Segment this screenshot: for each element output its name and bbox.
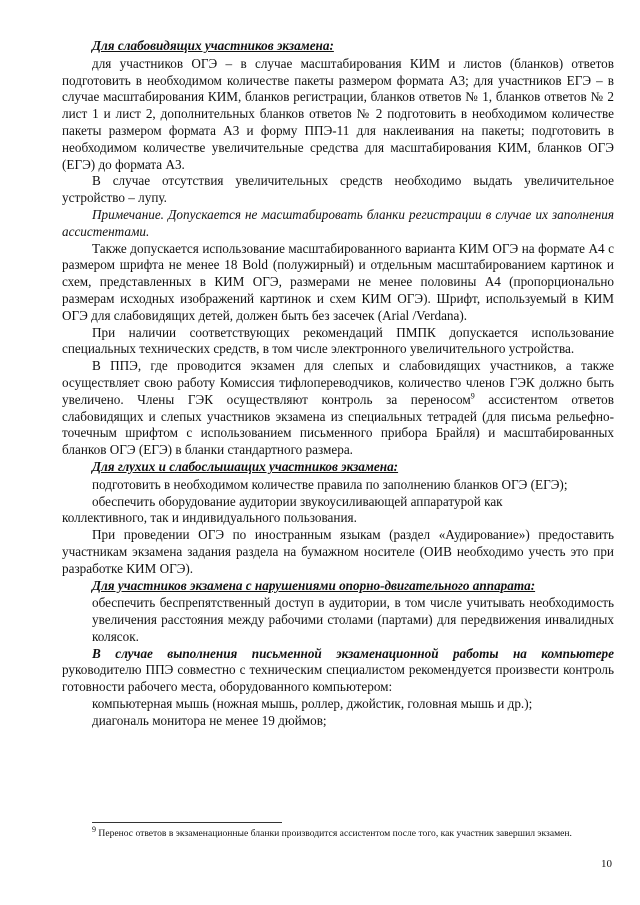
paragraph-computer [62, 646, 614, 696]
list-item-monitor: диагональ монитора не менее 19 дюймов; [92, 712, 327, 728]
paragraph-magnifier: В случае отсутствия увеличительных средств необходимо выдать увеличительное устройство – лупу. [62, 173, 614, 206]
page-number: 10 [601, 858, 612, 870]
footnote-separator [92, 822, 282, 823]
document-page [62, 38, 614, 730]
paragraph-gek-members-part2: ассистентом ответов слабовидящих и слепых участников экзамена из специальных тетрадей (для письма рельефно-точечным шрифтом с использованием письменного прибора Брайля) и масштабированных бланков ОГЭ (ЕГЭ) в бланки стандартного размера. [62, 391, 614, 458]
list-item-deaf-rules: подготовить в необходимом количестве правила по заполнению бланков ОГЭ (ЕГЭ); [92, 476, 568, 492]
paragraph-gek-members-part1: В ППЭ, где проводится экзамен для слепых и слабовидящих участников, а также осуществляет свою работу Комиссия тифлопереводчиков, количество членов ГЭК должно быть увеличено. Члены ГЭК осуществляют контроль за переносом [62, 358, 614, 407]
footnote-mark: 9 [92, 824, 96, 834]
paragraph-pmpk: При наличии соответствующих рекомендаций ПМПК допускается использование специальных технических средств, в том числе электронного увеличительного устройства. [62, 324, 614, 357]
list-item-motor-access: обеспечить беспрепятственный доступ в аудитории, в том числе учитывать необходимость увеличения расстояния между рабочими столами (партами) для передвижения инвалидных колясок. [92, 595, 614, 644]
list-item-computer-mouse: компьютерная мышь (ножная мышь, роллер, джойстик, головная мышь и др.); [92, 696, 533, 712]
paragraph-foreign-languages: При проведении ОГЭ по иностранным языкам (раздел «Аудирование») предоставить участникам экзамена задания раздела на бумажном носителе (ОИВ необходимо учесть это при разработке КИМ ОГЭ). [62, 527, 614, 576]
note-paragraph: Примечание. Допускается не масштабировать бланки регистрации в случае их заполнения ассистентами. [62, 206, 614, 239]
section-heading-motor: Для участников экзамена с нарушениями опорно-двигательного аппарата: [92, 577, 536, 593]
computer-rest: руководителю ППЭ совместно с техническим специалистом рекомендуется произвести контроль готовности рабочего места, оборудованного компьютером: [62, 662, 614, 695]
list-item-deaf-equipment-continued: коллективного, так и индивидуального пользования. [62, 510, 357, 526]
paragraph-low-vision-packages: для участников ОГЭ – в случае масштабирования КИМ и листов (бланков) ответов подготовить в необходимом количестве пакеты размером формата А3; для участников ЕГЭ – в случае масштабирования КИМ, бланков регистрации, бланков ответов № 1, бланков ответов № 2 лист 1 и лист 2, дополнительных бланков ответов № 2 подготовить в необходимом количестве пакеты размером формата А3 и форму ППЭ-11 для наклеивания на пакеты; подготовить в необходимом количестве увеличительные средства для масштабирования КИМ, бланков ОГЭ (ЕГЭ) до формата А3. [62, 55, 614, 172]
section-heading-low-vision: Для слабовидящих участников экзамена: [92, 38, 334, 53]
footnote [62, 824, 614, 840]
computer-bold-lead: В случае выполнения письменной экзаменационной работы на компьютере [92, 645, 614, 661]
footnote-text: Перенос ответов в экзаменационные бланки производится ассистентом после того, как участник завершил экзамен. [96, 828, 572, 839]
list-item-deaf-equipment: обеспечить оборудование аудитории звукоусиливающей аппаратурой как [92, 493, 503, 509]
paragraph-scaled-kim: Также допускается использование масштабированного варианта КИМ ОГЭ на формате А4 с размером шрифта не менее 18 Bold (полужирный) и отдельным масштабированием картинок и схем, представленных в КИМ ОГЭ, размерами не менее половины А4 (пропорционально размерам исходных изображений картинок и схем КИМ ОГЭ). Шрифт, используемый в КИМ ОГЭ для слабовидящих детей, должен быть без засечек (Arial /Verdana). [62, 240, 614, 323]
section-heading-deaf: Для глухих и слабослышащих участников экзамена: [92, 458, 399, 474]
paragraph-gek-members [62, 358, 614, 459]
footnote-reference: 9 [470, 391, 475, 401]
